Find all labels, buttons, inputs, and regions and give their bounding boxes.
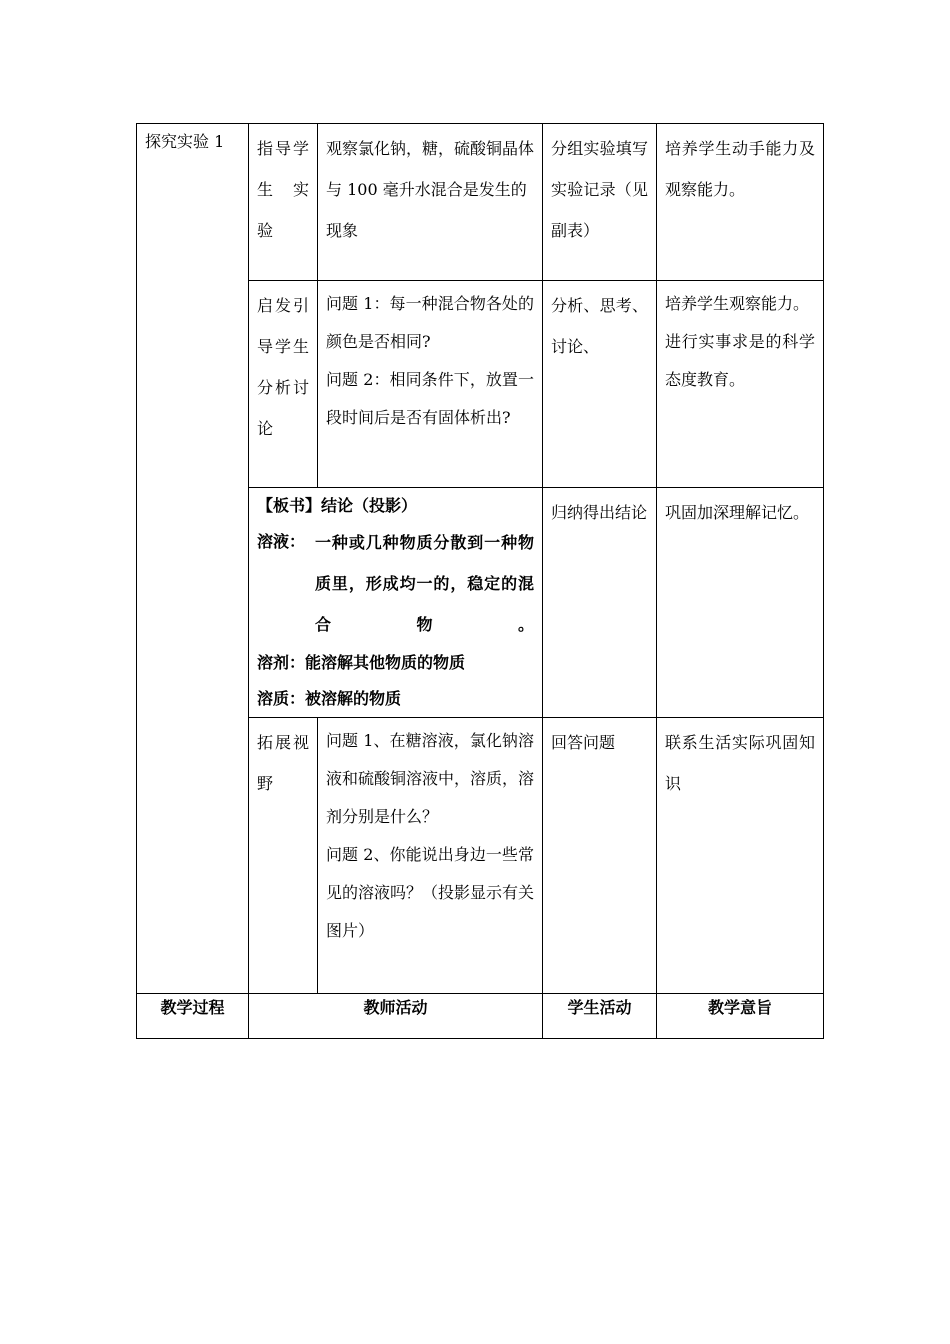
header-process: 教学过程 bbox=[137, 994, 249, 1039]
teacher-action-cell bbox=[249, 281, 318, 488]
question-2: 问题 2、你能说出身边一些常见的溶液吗？（投影显示有关图片） bbox=[326, 845, 535, 940]
board-title: 【板书】结论（投影） bbox=[257, 496, 418, 515]
intent-cell bbox=[657, 488, 824, 718]
teacher-action-line: 论 bbox=[257, 419, 274, 438]
board-conclusion-cell bbox=[249, 488, 543, 718]
intent-cell bbox=[657, 124, 824, 281]
content-cell bbox=[318, 124, 543, 281]
student-activity-text: 归纳得出结论 bbox=[551, 503, 648, 522]
question-1: 问题 1：每一种混合物各处的颜色是否相同? bbox=[326, 294, 534, 351]
solution-definition bbox=[257, 524, 534, 645]
intent-text: 联系生活实际巩固知识 bbox=[665, 733, 815, 793]
header-student-activity: 学生活动 bbox=[543, 994, 657, 1039]
header-teacher-activity: 教师活动 bbox=[249, 994, 543, 1039]
table-row bbox=[137, 124, 824, 281]
teacher-action-line: 拓展视 bbox=[257, 733, 309, 752]
teacher-action-line: 导学生 bbox=[257, 337, 309, 356]
solution-text: 一种或几种物质分散到一种物质里，形成均一的，稳定的混合物。 bbox=[315, 533, 534, 634]
teacher-action-cell bbox=[249, 718, 318, 994]
student-activity-text: 分组实验填写实验记录（见副表） bbox=[551, 139, 648, 240]
teacher-action-line: 野 bbox=[257, 774, 274, 793]
lesson-plan-table bbox=[136, 123, 824, 1039]
intent-text: 培养学生动手能力及观察能力。 bbox=[665, 139, 815, 199]
teacher-action-line: 验 bbox=[257, 221, 274, 240]
student-activity-cell bbox=[543, 488, 657, 718]
stage-cell bbox=[137, 124, 249, 994]
table-header-row bbox=[137, 994, 824, 1039]
solute-definition: 溶质：被溶解的物质 bbox=[257, 689, 402, 708]
teacher-action-cell bbox=[249, 124, 318, 281]
student-activity-cell bbox=[543, 124, 657, 281]
question-1: 问题 1、在糖溶液，氯化钠溶液和硫酸铜溶液中，溶质，溶剂分别是什么？ bbox=[326, 731, 535, 826]
student-activity-text: 分析、思考、讨论、 bbox=[551, 296, 648, 356]
student-activity-cell bbox=[543, 718, 657, 994]
question-2: 问题 2：相同条件下，放置一段时间后是否有固体析出? bbox=[326, 370, 534, 427]
intent-text: 进行实事求是的科学态度教育。 bbox=[665, 332, 815, 389]
student-activity-text: 回答问题 bbox=[551, 733, 616, 752]
stage-label: 探究实验 1 bbox=[145, 132, 225, 151]
student-activity-cell bbox=[543, 281, 657, 488]
teacher-action-line: 分析讨 bbox=[257, 378, 309, 397]
content-cell bbox=[318, 281, 543, 488]
solution-label: 溶液： bbox=[257, 532, 306, 551]
teacher-action-line: 启发引 bbox=[257, 296, 309, 315]
content-text: 观察氯化钠，糖，硫酸铜晶体与 100 毫升水混合是发生的现象 bbox=[326, 139, 535, 240]
solvent-definition: 溶剂：能溶解其他物质的物质 bbox=[257, 653, 466, 672]
intent-text: 培养学生观察能力。 bbox=[665, 294, 810, 313]
intent-text: 巩固加深理解记忆。 bbox=[665, 503, 810, 522]
intent-cell bbox=[657, 281, 824, 488]
teacher-action-line: 指导学 bbox=[257, 139, 309, 158]
header-intent: 教学意旨 bbox=[657, 994, 824, 1039]
content-cell bbox=[318, 718, 543, 994]
intent-cell bbox=[657, 718, 824, 994]
teacher-action-line: 生 实 bbox=[257, 180, 309, 199]
